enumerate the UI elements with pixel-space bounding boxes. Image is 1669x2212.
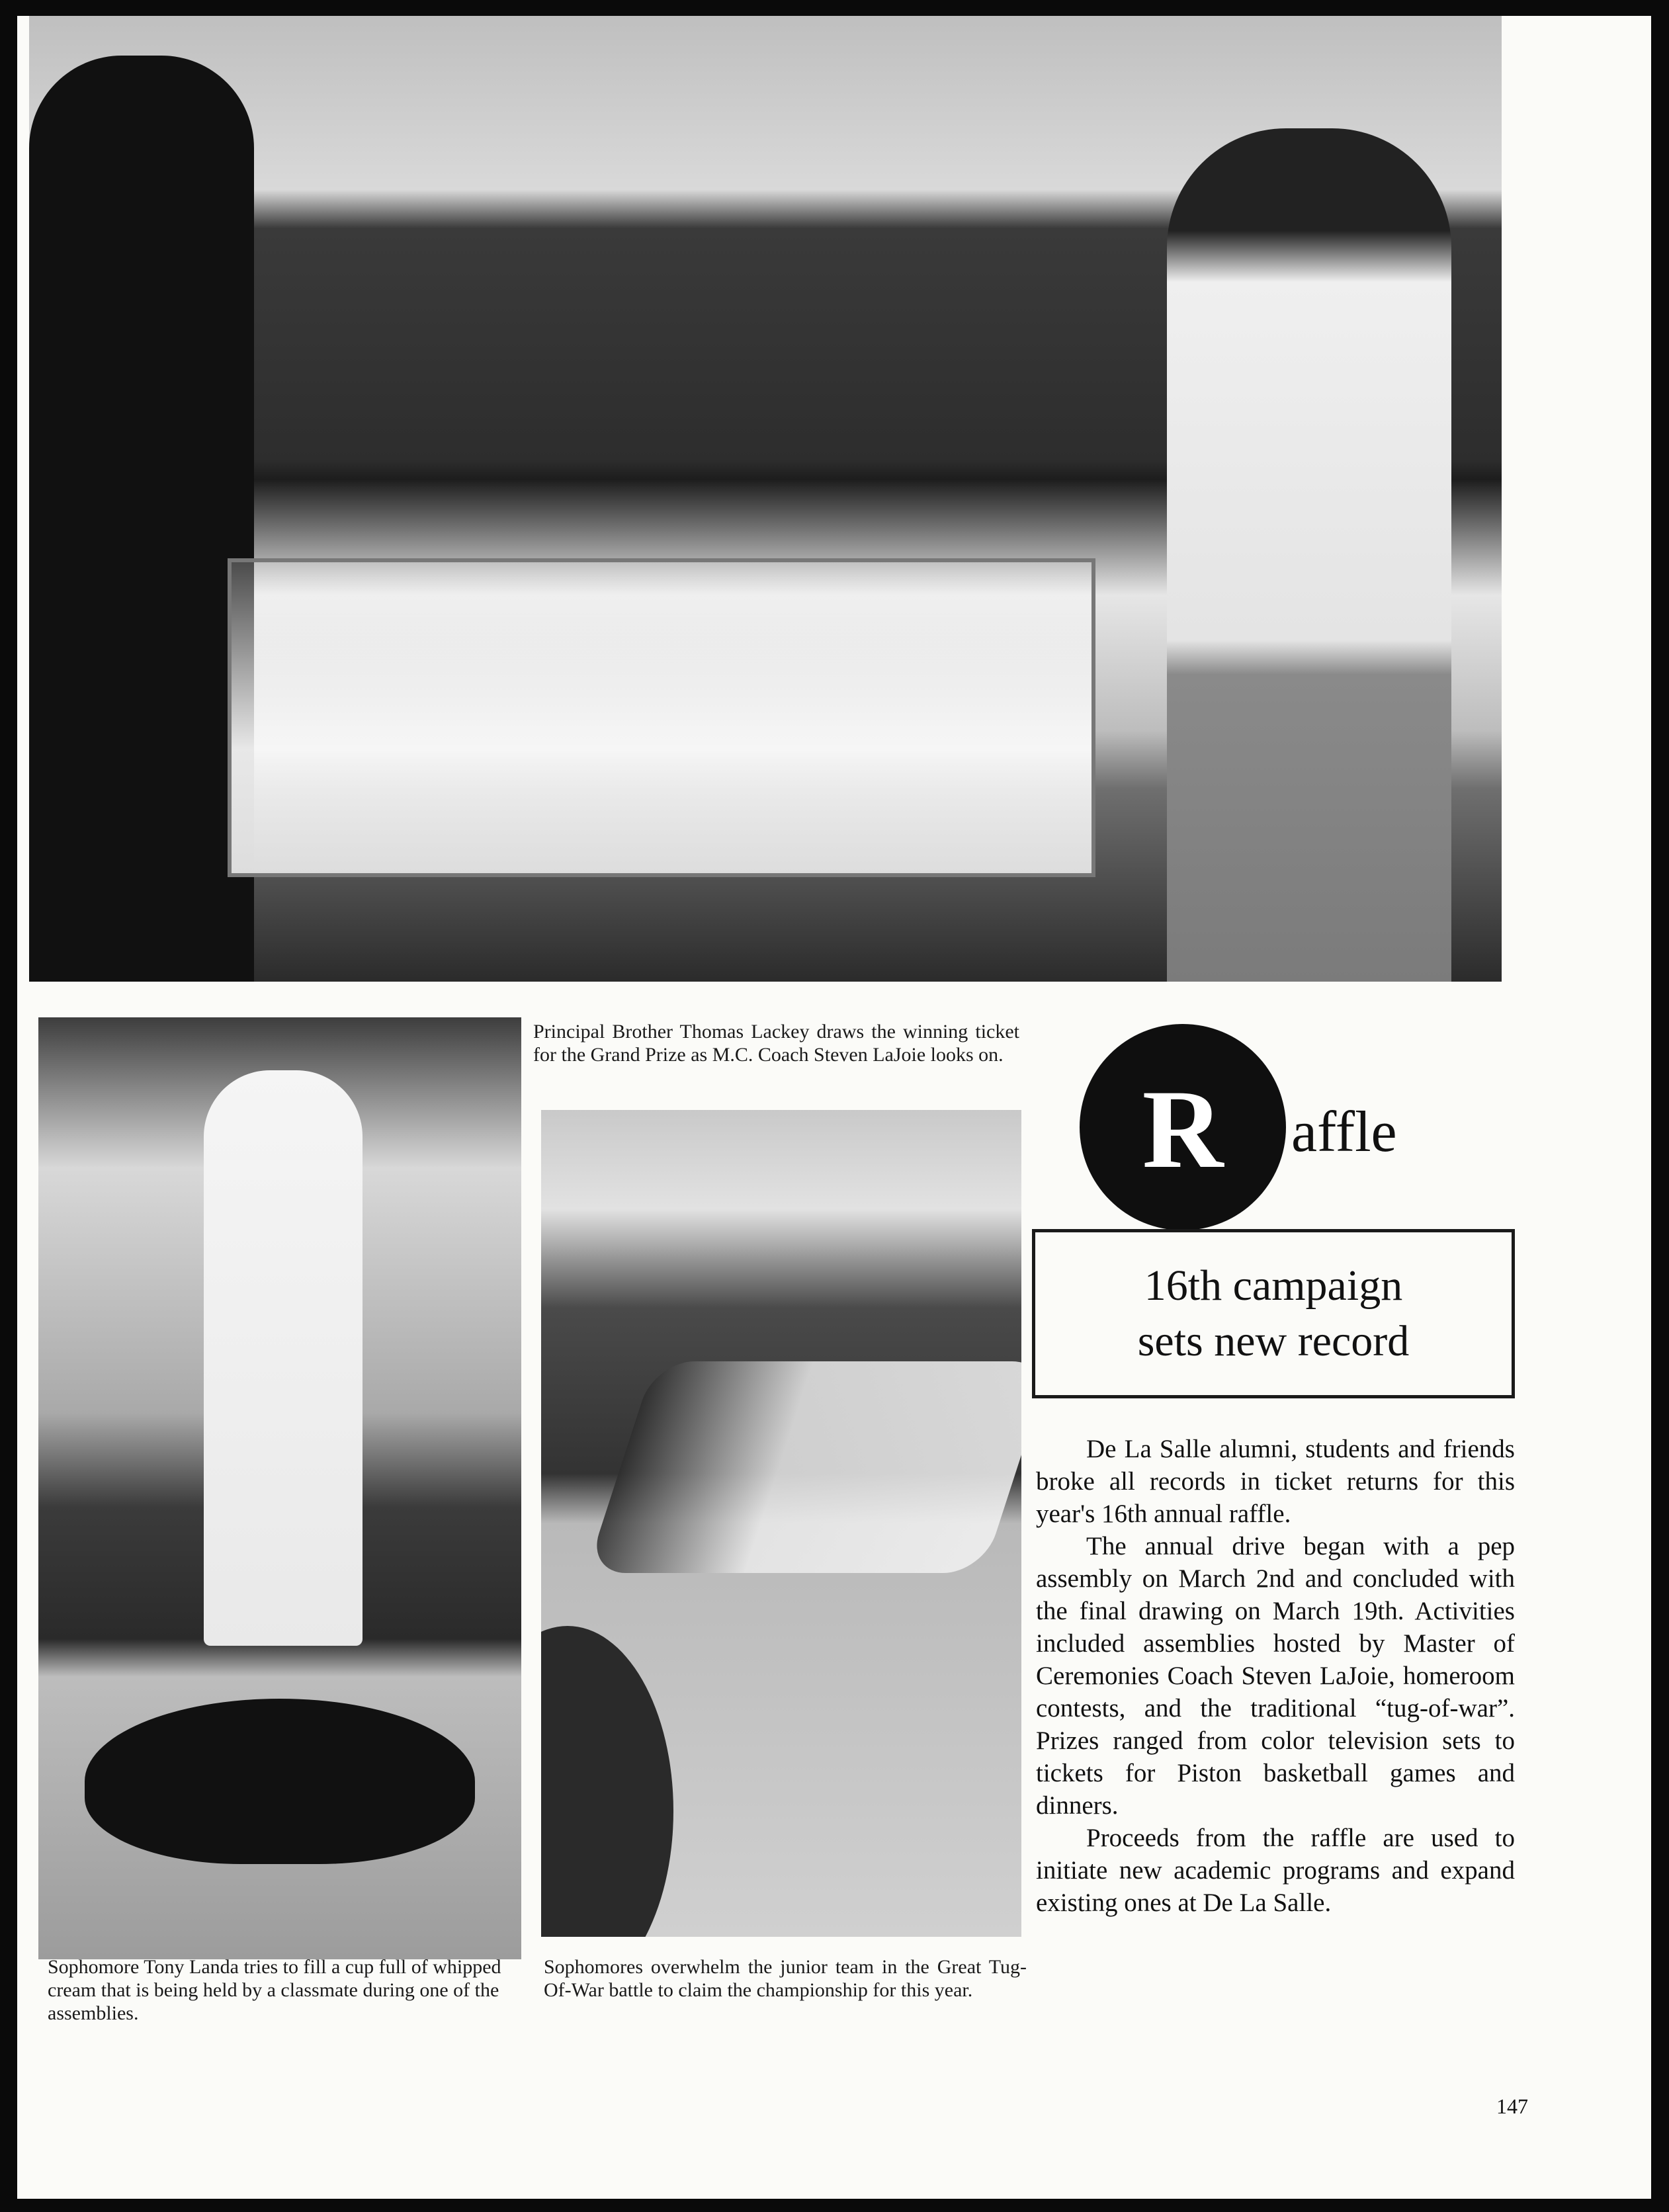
photo-court-circle (541, 1626, 673, 1937)
photo-team-pulling (586, 1361, 1021, 1573)
subhead-line-1: 16th campaign (1144, 1261, 1403, 1310)
photo-figure-emcee (1167, 128, 1451, 982)
tug-of-war-photo (541, 1110, 1021, 1937)
article-body (1036, 1433, 1515, 1919)
body-paragraph-1: De La Salle alumni, students and friends broke all records in ticket returns for this year's 16th annual raffle. (1036, 1435, 1515, 1528)
drop-cap-circle (1080, 1024, 1286, 1230)
subhead-line-2: sets new record (1137, 1317, 1410, 1365)
headline-text: affle (1291, 1100, 1397, 1164)
page-number: 147 (1496, 2094, 1528, 2118)
photo-tarp (85, 1699, 475, 1864)
subhead-box (1032, 1229, 1515, 1398)
raffle-ticket-drum (228, 558, 1095, 877)
photo-figure-left (29, 56, 254, 982)
caption-whipped-cream: Sophomore Tony Landa tries to fill a cup full of whipped cream that is being held by a classmate during one of the assemblies. (48, 1956, 501, 2024)
drop-cap-letter: R (1142, 1067, 1224, 1191)
body-paragraph-2: The annual drive began with a pep assembly on March 2nd and concluded with the final drawing on March 19th. Activities included assemblies hosted by Master of Ceremonies Coach Steven LaJoie, homeroom contests, and the traditional “tug-of-war”. Prizes ranged from color television sets to tickets for Piston basketball games and dinners. (1036, 1532, 1515, 1820)
yearbook-page (17, 16, 1651, 2199)
photo-figure-standing (204, 1070, 363, 1646)
caption-raffle-drawing: Principal Brother Thomas Lackey draws the winning ticket for the Grand Prize as M.C. Coach Steven LaJoie looks on. (533, 1021, 1019, 1066)
whipped-cream-photo (38, 1017, 521, 1959)
raffle-drawing-photo (29, 16, 1502, 982)
headline (1080, 1024, 1556, 1236)
body-paragraph-3: Proceeds from the raffle are used to initiate new academic programs and expand existing ones at De La Salle. (1036, 1824, 1515, 1917)
caption-tug-of-war: Sophomores overwhelm the junior team in the Great Tug-Of-War battle to claim the championship for this year. (544, 1956, 1027, 2001)
